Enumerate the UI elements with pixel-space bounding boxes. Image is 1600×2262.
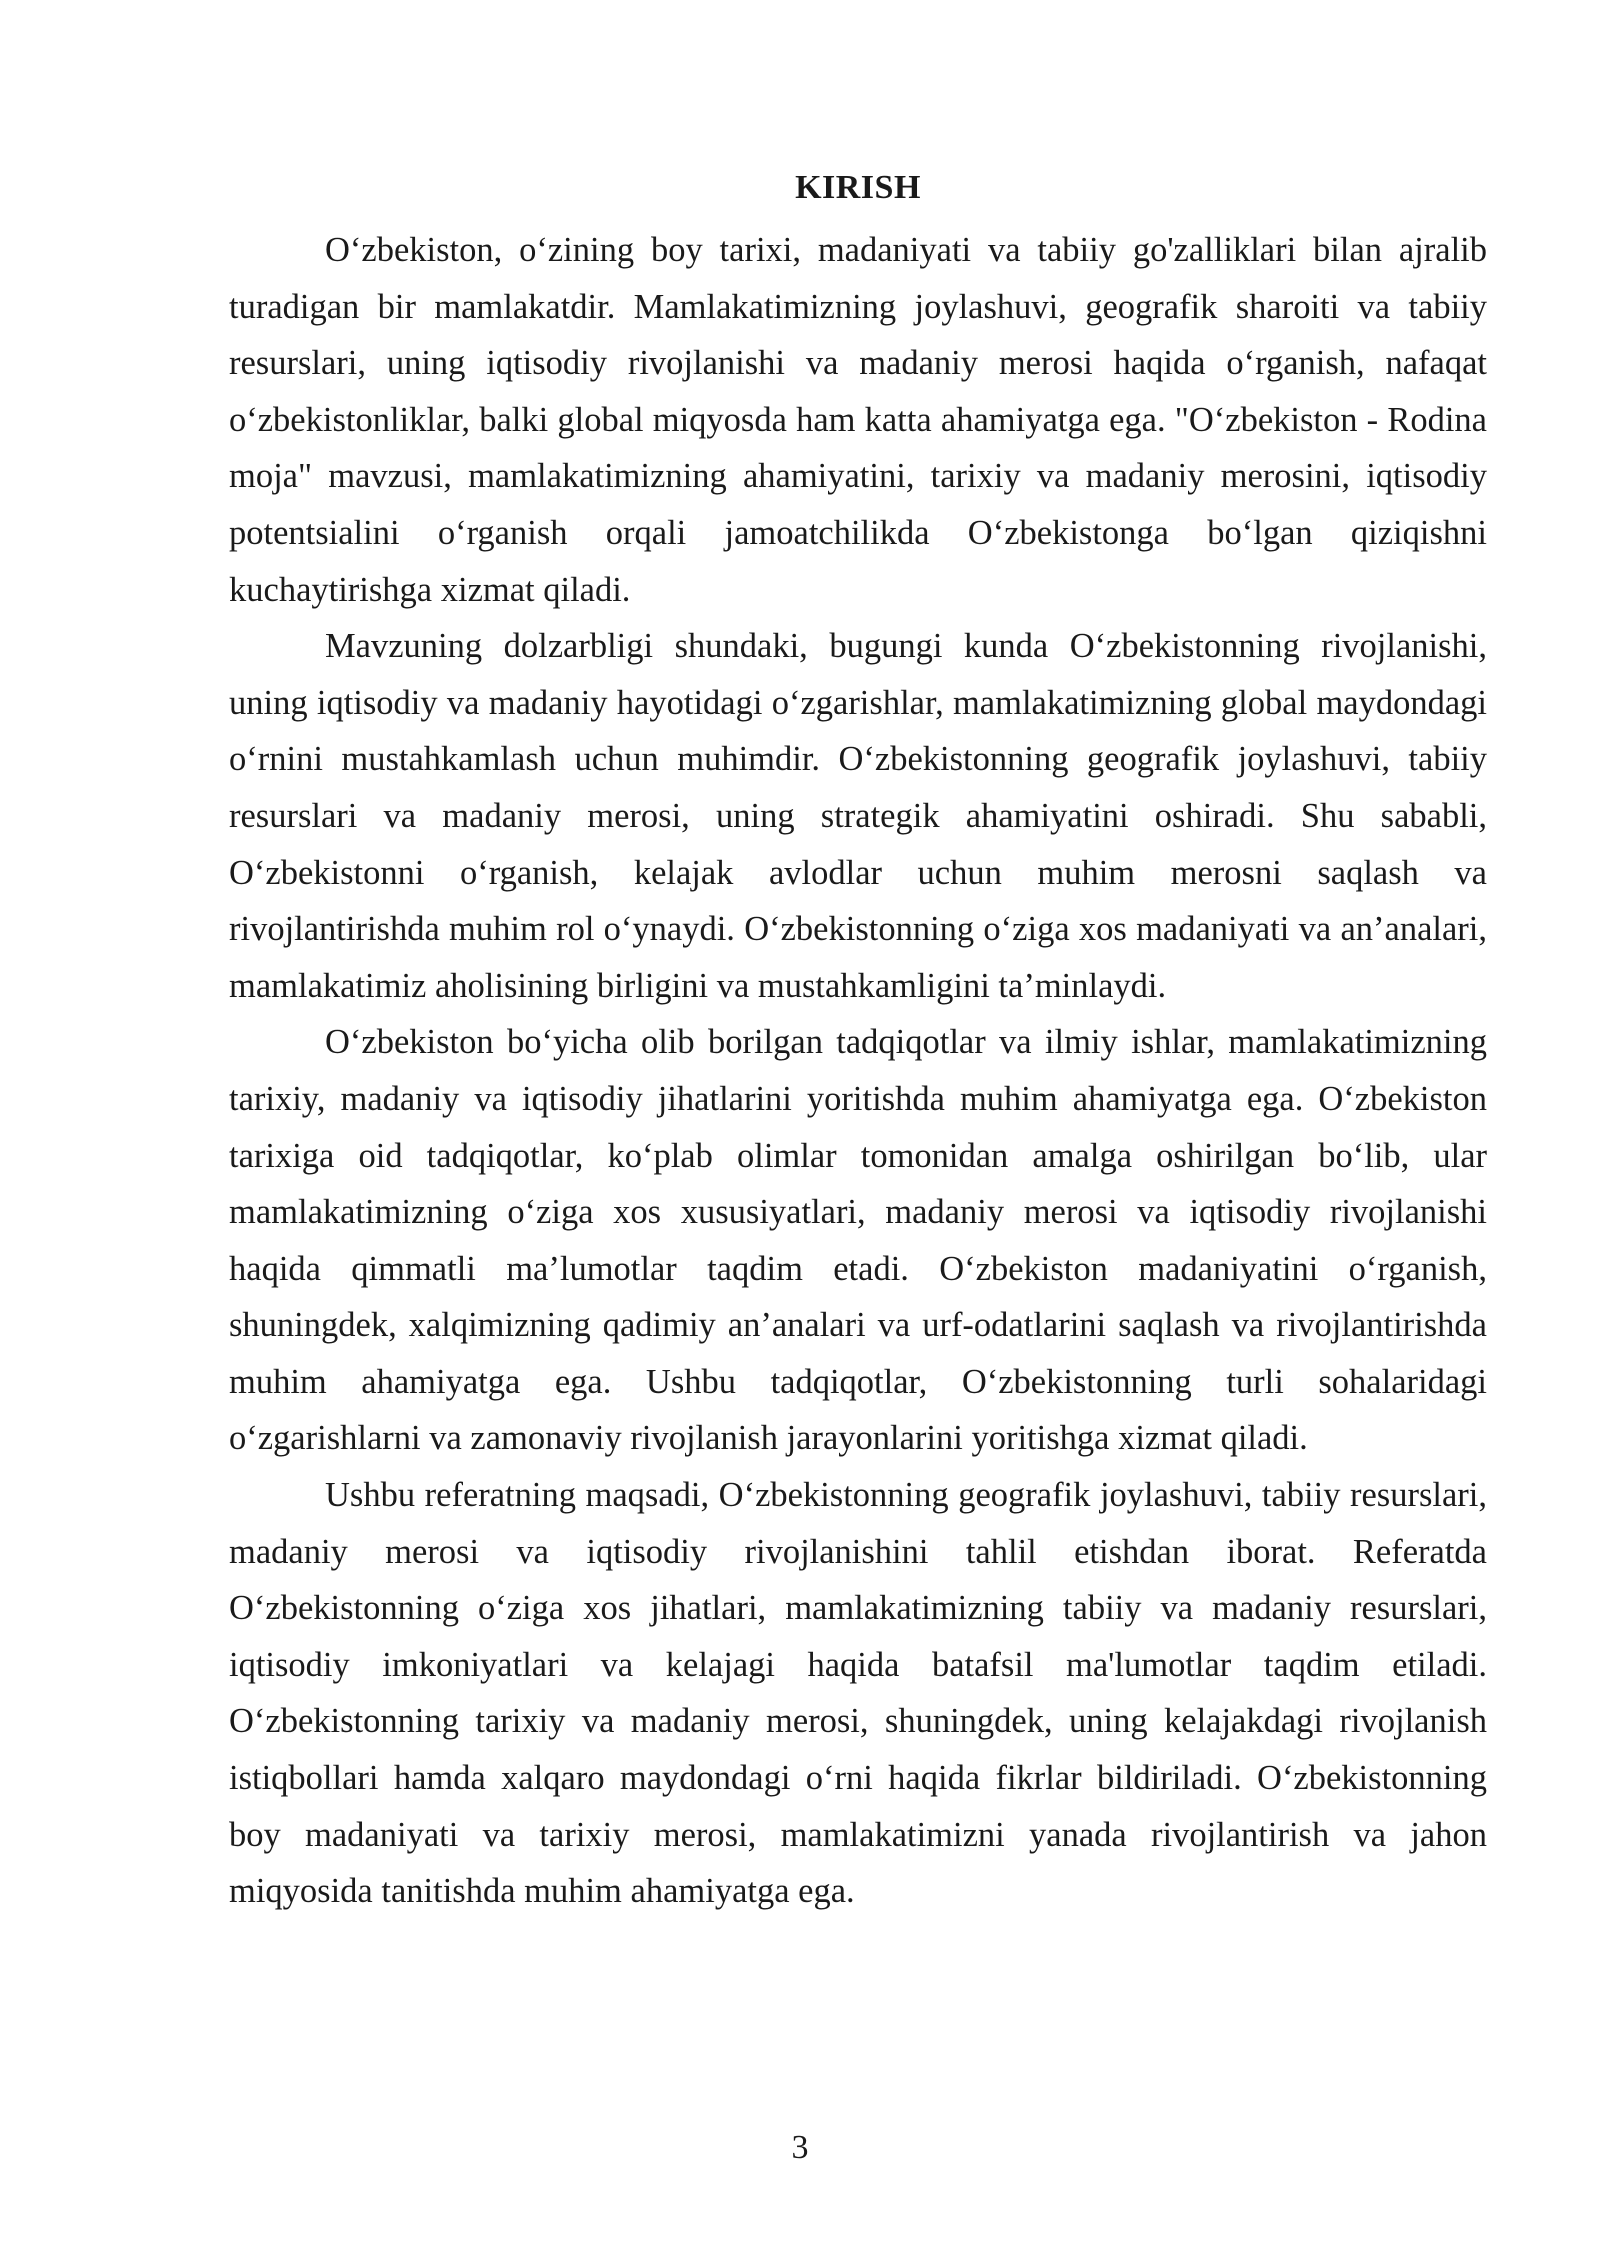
paragraph-intro: O‘zbekiston, o‘zining boy tarixi, madaniyati va tabiiy go'zalliklari bilan ajralib turadigan bir mamlakatdir. Mamlakatimizning joylashuvi, geografik sharoiti va tabiiy resurslari, uning iqtisodiy rivojlanishi va madaniy merosi haqida o‘rganish, nafaqat o‘zbekistonliklar, balki global miqyosda ham katta ahamiyatga ega. "O‘zbekiston - Rodina moja" mavzusi, mamlakatimizning ahamiyatini, tarixiy va madaniy merosini, iqtisodiy potentsialini o‘rganish orqali jamoatchilikda O‘zbekistonga bo‘lgan qiziqishni kuchaytirishga xizmat qiladi. — [229, 231, 1487, 609]
page-number: 3 — [791, 2129, 809, 2166]
paragraph-research: O‘zbekiston bo‘yicha olib borilgan tadqiqotlar va ilmiy ishlar, mamlakatimizning tarixiy, madaniy va iqtisodiy jihatlarini yoritishda muhim ahamiyatga ega. O‘zbekiston tarixiga oid tadqiqotlar, ko‘plab olimlar tomonidan amalga oshirilgan bo‘lib, ular mamlakatimizning o‘ziga xos xususiyatlari, madaniy merosi va iqtisodiy rivojlanishi haqida qimmatli ma’lumotlar taqdim etadi. O‘zbekiston madaniyatini o‘rganish, shuningdek, xalqimizning qadimiy an’analari va urf-odatlarini saqlash va rivojlantirishda muhim ahamiyatga ega. Ushbu tadqiqotlar, O‘zbekistonning turli sohalaridagi o‘zgarishlarni va zamonaviy rivojlanish jarayonlarini yoritishga xizmat qiladi. — [229, 1023, 1487, 1458]
paragraph-goal: Ushbu referatning maqsadi, O‘zbekistonning geografik joylashuvi, tabiiy resurslari, madaniy merosi va iqtisodiy rivojlanishini tahlil etishdan iborat. Referatda O‘zbekistonning o‘ziga xos jihatlari, mamlakatimizning tabiiy va madaniy resurslari, iqtisodiy imkoniyatlari va kelajagi haqida batafsil ma'lumotlar taqdim etiladi. O‘zbekistonning tarixiy va madaniy merosi, shuningdek, uning kelajakdagi rivojlanish istiqbollari hamda xalqaro maydondagi o‘rni haqida fikrlar bildiriladi. O‘zbekistonning boy madaniyati va tarixiy merosi, mamlakatimizni yanada rivojlantirish va jahon miqyosida tanitishda muhim ahamiyatga ega. — [229, 1476, 1487, 1911]
page-title: KIRISH — [795, 169, 921, 206]
paragraph-relevance: Mavzuning dolzarbligi shundaki, bugungi kunda O‘zbekistonning rivojlanishi, uning iqtisodiy va madaniy hayotidagi o‘zgarishlar, mamlakatimizning global maydondagi o‘rnini mustahkamlash uchun muhimdir. O‘zbekistonning geografik joylashuvi, tabiiy resurslari va madaniy merosi, uning strategik ahamiyatini oshiradi. Shu sababli, O‘zbekistonni o‘rganish, kelajak avlodlar uchun muhim merosni saqlash va rivojlantirishda muhim rol o‘ynaydi. O‘zbekistonning o‘ziga xos madaniyati va an’analari, mamlakatimiz aholisining birligini va mustahkamligini ta’minlaydi. — [229, 627, 1487, 1005]
page-body — [229, 160, 1487, 1920]
